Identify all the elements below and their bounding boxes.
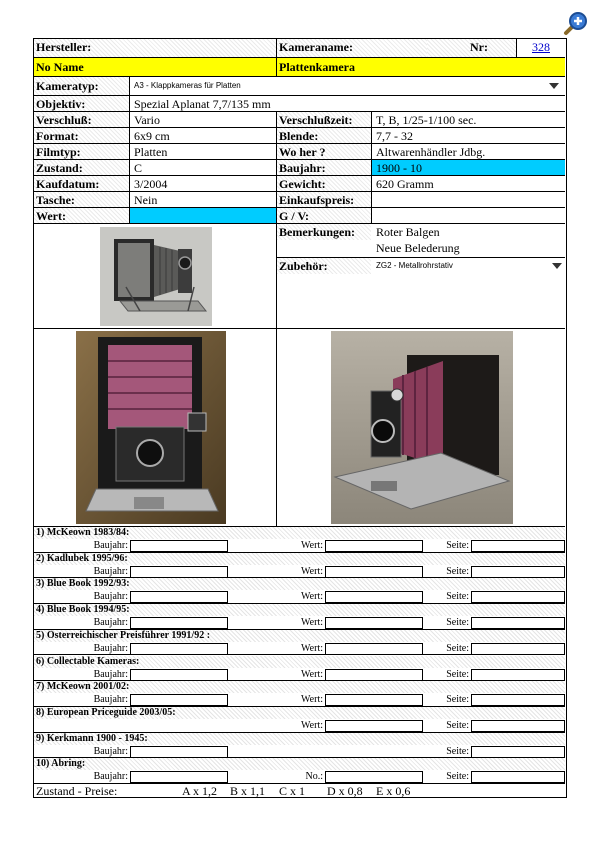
guide-row <box>34 578 565 604</box>
guide-baujahr-field[interactable] <box>130 643 228 655</box>
guide-row <box>34 681 565 707</box>
gewicht-label: Gewicht: <box>277 176 371 191</box>
kameratyp-select[interactable]: A3 - Klappkameras für Platten <box>134 81 241 90</box>
guide-row <box>34 527 565 553</box>
guide-seite-field[interactable] <box>471 643 565 655</box>
guide-baujahr-label: Baujahr: <box>93 668 128 680</box>
dropdown-arrow-icon[interactable] <box>549 83 559 89</box>
bemerkungen-line2: Neue Belederung <box>376 241 460 255</box>
guide-row <box>34 604 565 630</box>
guide-seite-field[interactable] <box>471 591 565 603</box>
gewicht-value: 620 Gramm <box>376 177 434 191</box>
factor-b: B x 1,1 <box>230 784 266 798</box>
tasche-value: Nein <box>134 193 158 207</box>
guide-row <box>34 553 565 579</box>
hersteller-value: No Name <box>34 58 276 76</box>
verschlusszeit-value: T, B, 1/25-1/100 sec. <box>376 113 477 127</box>
gv-label: G / V: <box>277 208 371 223</box>
guide-wert-label: Wert: <box>301 719 323 731</box>
guide-title: 10) Abring: <box>34 758 565 770</box>
tasche-row <box>34 192 565 208</box>
objektiv-value: Spezial Aplanat 7,7/135 mm <box>134 97 271 111</box>
zustand-value: C <box>134 161 143 175</box>
guide-baujahr-field[interactable] <box>130 617 228 629</box>
guide-seite-label: Seite: <box>446 745 469 757</box>
guide-baujahr-field[interactable] <box>130 566 228 578</box>
name-row <box>34 58 565 77</box>
image-remarks-row <box>34 224 565 329</box>
verschlusszeit-label: Verschlußzeit: <box>277 112 371 127</box>
guide-seite-label: Seite: <box>446 617 469 629</box>
kameraname-value: Plattenkamera <box>277 58 565 76</box>
guide-seite-label: Seite: <box>446 719 469 731</box>
guide-title: 9) Kerkmann 1900 - 1945: <box>34 733 565 745</box>
objektiv-label: Objektiv: <box>34 96 129 111</box>
guide-row <box>34 707 565 733</box>
guide-baujahr-label: Baujahr: <box>93 565 128 577</box>
guide-wert-label: No.: <box>305 771 323 783</box>
guide-baujahr-field[interactable] <box>130 771 228 783</box>
guide-wert-label: Wert: <box>301 617 323 629</box>
filmtyp-value: Platten <box>134 145 168 159</box>
woher-value: Altwarenhändler Jdbg. <box>376 145 486 159</box>
photos-row <box>34 329 565 527</box>
verschluss-value: Vario <box>134 113 160 127</box>
gv-value <box>372 208 565 223</box>
verschluss-row <box>34 112 565 128</box>
kameratyp-row <box>34 77 565 96</box>
guide-seite-field[interactable] <box>471 694 565 706</box>
camera-drawing-image <box>100 227 212 326</box>
zubehoer-select[interactable]: ZG2 - Metallrohrstativ <box>376 261 453 270</box>
kameraname-label: Kameraname: <box>277 39 427 57</box>
kameratyp-label: Kameratyp: <box>34 77 129 95</box>
guide-baujahr-label: Baujahr: <box>93 642 128 654</box>
baujahr-label: Baujahr: <box>277 160 371 175</box>
guide-seite-label: Seite: <box>446 642 469 654</box>
guide-baujahr-label: Baujahr: <box>93 591 128 603</box>
baujahr-value: 1900 - 10 <box>372 160 565 175</box>
guide-wert-label: Wert: <box>301 694 323 706</box>
hersteller-label: Hersteller: <box>34 39 276 57</box>
nr-label: Nr: <box>427 39 516 57</box>
guide-title: 1) McKeown 1983/84: <box>34 527 565 539</box>
camera-side-photo <box>331 331 513 524</box>
guide-row <box>34 630 565 656</box>
objektiv-row <box>34 96 565 112</box>
blende-value: 7,7 - 32 <box>376 129 413 143</box>
filmtyp-row <box>34 144 565 160</box>
guide-title: 6) Collectable Kameras: <box>34 656 565 668</box>
wert-value <box>130 208 276 223</box>
verschluss-label: Verschluß: <box>34 112 129 127</box>
guide-row <box>34 656 565 682</box>
format-label: Format: <box>34 128 129 143</box>
header-row <box>34 39 565 58</box>
guide-baujahr-label: Baujahr: <box>93 694 128 706</box>
format-value: 6x9 cm <box>134 129 170 143</box>
guide-baujahr-label: Baujahr: <box>93 617 128 629</box>
guide-baujahr-field[interactable] <box>130 694 228 706</box>
guide-seite-field[interactable] <box>471 746 565 758</box>
guide-title: 2) Kadlubek 1995/96: <box>34 553 565 565</box>
guide-row <box>34 758 565 784</box>
camera-record-sheet <box>33 38 567 798</box>
filmtyp-label: Filmtyp: <box>34 144 129 159</box>
wert-row <box>34 208 565 224</box>
guide-seite-label: Seite: <box>446 771 469 783</box>
guide-wert-label: Wert: <box>301 565 323 577</box>
kaufdatum-label: Kaufdatum: <box>34 176 129 191</box>
factor-a: A x 1,2 <box>182 784 218 798</box>
einkaufspreis-label: Einkaufspreis: <box>277 192 371 207</box>
woher-label: Wo her ? <box>277 144 371 159</box>
guide-seite-field[interactable] <box>471 720 565 732</box>
guide-seite-label: Seite: <box>446 540 469 551</box>
guide-title: 7) McKeown 2001/02: <box>34 681 565 693</box>
dropdown-arrow-icon[interactable] <box>552 263 562 269</box>
nr-link[interactable]: 328 <box>532 40 550 54</box>
kaufdatum-value: 3/2004 <box>134 177 168 191</box>
format-row <box>34 128 565 144</box>
guide-seite-field[interactable] <box>471 669 565 681</box>
guide-seite-label: Seite: <box>446 694 469 706</box>
guide-seite-label: Seite: <box>446 668 469 680</box>
guide-seite-field[interactable] <box>471 771 565 783</box>
footer-label: Zustand - Preise: <box>36 784 118 798</box>
zustand-label: Zustand: <box>34 160 129 175</box>
guide-baujahr-field[interactable] <box>130 540 228 552</box>
guide-baujahr-label: Baujahr: <box>93 771 128 783</box>
blende-label: Blende: <box>277 128 371 143</box>
bemerkungen-line1: Roter Balgen <box>376 225 440 239</box>
bemerkungen-label: Bemerkungen: <box>277 224 371 240</box>
guide-seite-label: Seite: <box>446 565 469 577</box>
factor-d: D x 0,8 <box>327 784 363 798</box>
guide-seite-field[interactable] <box>471 617 565 629</box>
guide-seite-field[interactable] <box>471 566 565 578</box>
camera-front-photo <box>76 331 226 524</box>
guide-wert-label: Wert: <box>301 642 323 654</box>
einkaufspreis-value <box>372 192 565 207</box>
guide-baujahr-field[interactable] <box>130 746 228 758</box>
zubehoer-label: Zubehör: <box>277 258 371 274</box>
guide-wert-label: Wert: <box>301 668 323 680</box>
factor-e: E x 0,6 <box>376 784 411 798</box>
guide-seite-field[interactable] <box>471 540 565 552</box>
wert-label: Wert: <box>34 208 129 223</box>
guide-title: 4) Blue Book 1994/95: <box>34 604 565 616</box>
guide-baujahr-label: Baujahr: <box>93 540 128 551</box>
tasche-label: Tasche: <box>34 192 129 207</box>
factor-c: C x 1 <box>279 784 306 798</box>
guide-seite-label: Seite: <box>446 591 469 603</box>
guide-wert-label: Wert: <box>301 591 323 603</box>
zustand-row <box>34 160 565 176</box>
guide-title: 3) Blue Book 1992/93: <box>34 578 565 590</box>
footer-row <box>34 784 565 799</box>
guide-baujahr-field[interactable] <box>130 669 228 681</box>
guide-title: 5) Österreichischer Preisführer 1991/92 : <box>34 630 565 642</box>
guide-wert-label: Wert: <box>301 540 323 551</box>
kaufdatum-row <box>34 176 565 192</box>
zoom-in-icon[interactable] <box>563 10 589 36</box>
guide-title: 8) European Priceguide 2003/05: <box>34 707 565 719</box>
guide-baujahr-label: Baujahr: <box>93 745 128 757</box>
guide-baujahr-field[interactable] <box>130 591 228 603</box>
guide-row <box>34 733 565 759</box>
